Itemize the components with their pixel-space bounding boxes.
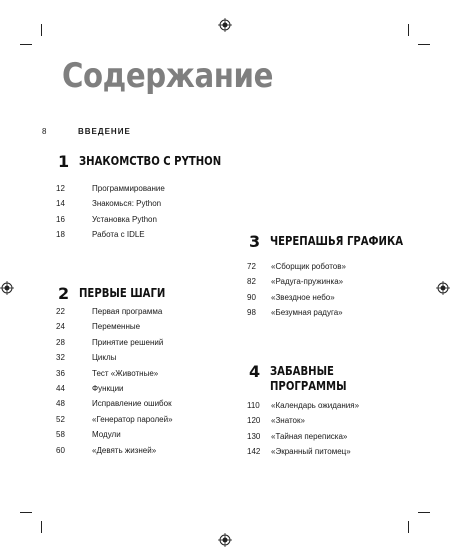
chapter-title-line-1: ЗАБАВНЫЕ bbox=[270, 364, 334, 378]
chapter-number: 1 bbox=[58, 152, 70, 171]
crop-mark bbox=[408, 24, 409, 36]
chapter-heading-2 bbox=[58, 285, 182, 303]
entry-label: Функции bbox=[92, 384, 124, 394]
crop-mark bbox=[418, 44, 430, 45]
toc-entry bbox=[56, 196, 165, 211]
page-number: 18 bbox=[56, 230, 65, 240]
entry-label: «Генератор паролей» bbox=[92, 414, 173, 424]
toc-entry bbox=[56, 212, 165, 227]
entry-label: Исправление ошибок bbox=[92, 399, 172, 409]
chapter-2-entries bbox=[56, 304, 173, 458]
toc-entry bbox=[56, 350, 173, 365]
page-number: 32 bbox=[56, 353, 65, 363]
page-number: 120 bbox=[247, 416, 261, 426]
page-number: 72 bbox=[247, 262, 256, 271]
toc-entry bbox=[247, 413, 359, 428]
toc-entry bbox=[56, 396, 173, 411]
chapter-heading-3 bbox=[249, 233, 428, 251]
chapter-title: ЗНАКОМСТВО С PYTHON bbox=[79, 154, 222, 168]
page-number: 98 bbox=[247, 308, 256, 318]
chapter-number: 2 bbox=[58, 284, 70, 303]
chapter-4-entries bbox=[247, 398, 359, 460]
toc-entry bbox=[247, 444, 359, 459]
toc-entry bbox=[56, 335, 173, 350]
page-number: 36 bbox=[56, 368, 65, 378]
intro-label: ВВЕДЕНИЕ bbox=[78, 127, 131, 136]
page-number: 12 bbox=[56, 184, 65, 193]
page-number: 52 bbox=[56, 414, 65, 424]
entry-label: «Календарь ожидания» bbox=[271, 401, 360, 410]
registration-mark-icon bbox=[0, 281, 14, 295]
entry-label: «Тайная переписка» bbox=[271, 431, 348, 441]
toc-intro-row bbox=[42, 126, 131, 138]
toc-entry bbox=[247, 398, 359, 413]
page-number: 8 bbox=[42, 127, 47, 136]
page-number: 16 bbox=[56, 214, 65, 224]
page-number: 28 bbox=[56, 337, 65, 347]
chapter-heading-4 bbox=[249, 363, 361, 394]
crop-mark bbox=[418, 512, 430, 513]
chapter-1-entries bbox=[56, 181, 165, 243]
page-number: 142 bbox=[247, 447, 261, 457]
entry-label: «Сборщик роботов» bbox=[271, 262, 346, 271]
crop-mark bbox=[41, 521, 42, 533]
page-number: 24 bbox=[56, 322, 65, 332]
entry-label: Программирование bbox=[92, 184, 165, 193]
toc-entry bbox=[56, 304, 173, 319]
chapter-3-entries bbox=[247, 259, 346, 321]
page-title: Содержание bbox=[62, 56, 273, 96]
registration-mark-icon bbox=[218, 533, 232, 547]
entry-label: «Знаток» bbox=[271, 416, 305, 426]
toc-entry bbox=[56, 443, 173, 458]
chapter-number: 3 bbox=[249, 232, 261, 251]
entry-label: Тест «Животные» bbox=[92, 368, 159, 378]
entry-label: Первая программа bbox=[92, 307, 163, 316]
entry-label: Установка Python bbox=[92, 214, 157, 224]
page-number: 44 bbox=[56, 384, 65, 394]
entry-label: Знакомься: Python bbox=[92, 199, 162, 209]
crop-mark bbox=[20, 512, 32, 513]
toc-entry bbox=[247, 274, 346, 289]
toc-entry bbox=[56, 366, 173, 381]
toc-entry bbox=[247, 290, 346, 305]
chapter-number: 4 bbox=[249, 362, 261, 381]
toc-entry bbox=[56, 181, 165, 196]
page-number: 22 bbox=[56, 307, 65, 316]
crop-mark bbox=[20, 44, 32, 45]
page-number: 14 bbox=[56, 199, 65, 209]
page-number: 90 bbox=[247, 292, 256, 302]
registration-mark-icon bbox=[218, 18, 232, 32]
chapter-title-line-2: ПРОГРАММЫ bbox=[270, 379, 347, 393]
page-number: 60 bbox=[56, 445, 65, 455]
toc-entry bbox=[56, 412, 173, 427]
toc-entry bbox=[247, 305, 346, 320]
entry-label: «Девять жизней» bbox=[92, 445, 157, 455]
entry-label: «Безумная радуга» bbox=[271, 308, 343, 318]
entry-label: «Экранный питомец» bbox=[271, 447, 351, 457]
entry-label: «Звездное небо» bbox=[271, 292, 335, 302]
crop-mark bbox=[408, 521, 409, 533]
crop-mark bbox=[41, 24, 42, 36]
page-number: 82 bbox=[247, 277, 256, 287]
page-number: 110 bbox=[247, 401, 260, 410]
toc-entry bbox=[56, 227, 165, 242]
page-number: 58 bbox=[56, 430, 65, 440]
toc-entry bbox=[247, 429, 359, 444]
entry-label: Переменные bbox=[92, 322, 141, 332]
chapter-title: ПЕРВЫЕ ШАГИ bbox=[79, 286, 166, 300]
chapter-heading-1 bbox=[58, 153, 248, 171]
entry-label: Принятие решений bbox=[92, 337, 164, 347]
entry-label: Циклы bbox=[92, 353, 117, 363]
chapter-title: ЧЕРЕПАШЬЯ ГРАФИКА bbox=[270, 234, 404, 248]
page-number: 48 bbox=[56, 399, 65, 409]
toc-entry bbox=[56, 319, 173, 334]
entry-label: «Радуга-пружинка» bbox=[271, 277, 344, 287]
registration-mark-icon bbox=[436, 281, 450, 295]
entry-label: Работа с IDLE bbox=[92, 230, 145, 240]
toc-entry bbox=[247, 259, 346, 274]
entry-label: Модули bbox=[92, 430, 121, 440]
toc-entry bbox=[56, 427, 173, 442]
toc-entry bbox=[56, 381, 173, 396]
page-number: 130 bbox=[247, 431, 261, 441]
